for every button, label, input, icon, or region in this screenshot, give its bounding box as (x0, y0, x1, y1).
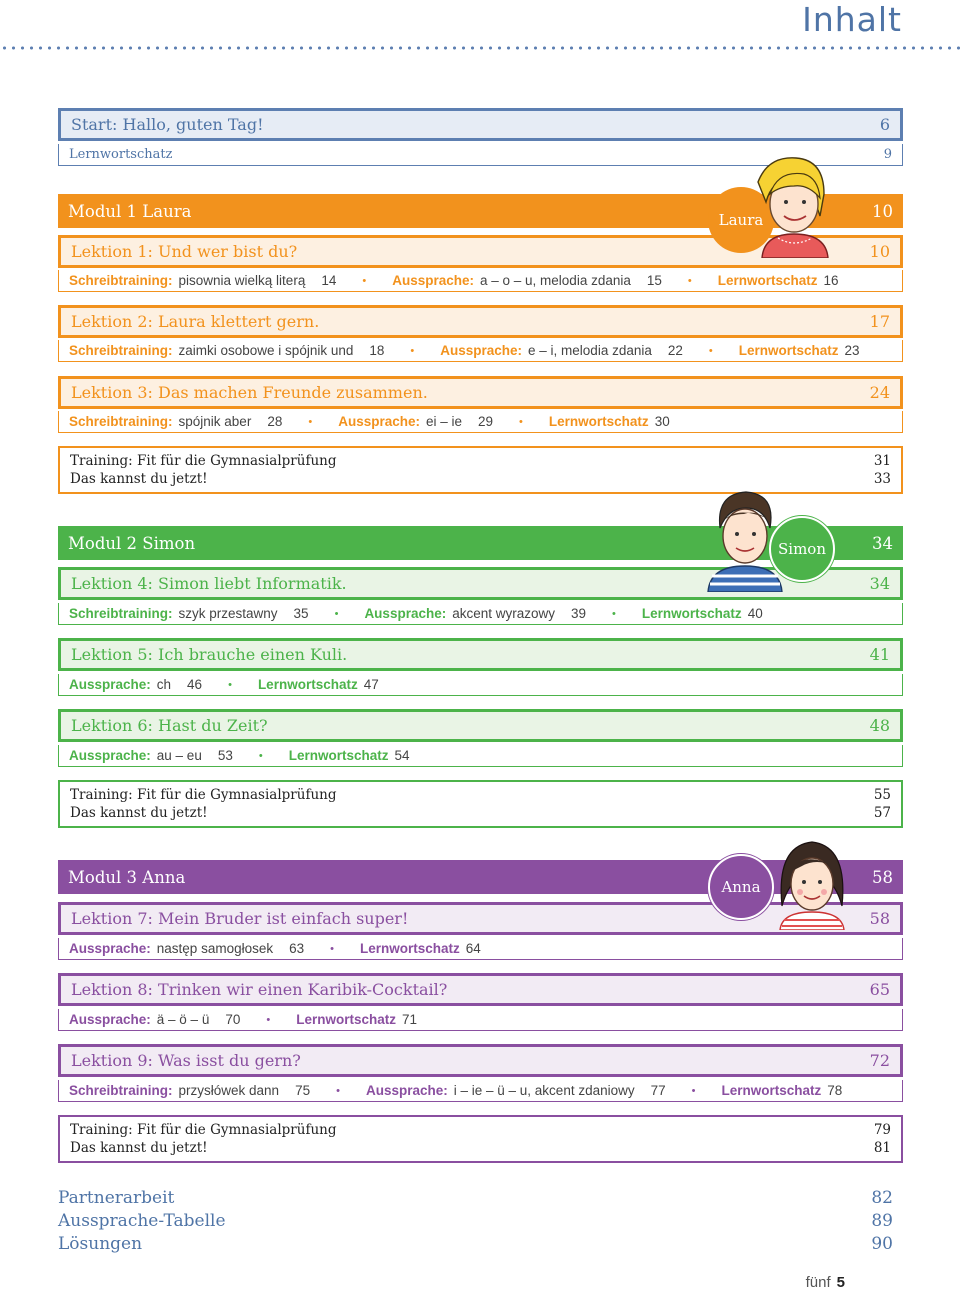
subtopic-page: 15 (646, 273, 662, 288)
subtopic-label: Lernwortschatz (721, 1083, 822, 1098)
lesson-subtopics-row (58, 340, 903, 362)
anna-badge-label: Anna (721, 878, 761, 896)
subtopic-label: Lernwortschatz (738, 343, 839, 358)
subtopic-item[interactable] (69, 677, 202, 692)
subtopic-page: 70 (225, 1012, 241, 1027)
subtopic-item[interactable] (722, 1083, 843, 1098)
subtopic-item[interactable] (360, 941, 481, 956)
subtopic-text: ch (156, 677, 172, 692)
lesson-title: Lektion 7: Mein Bruder ist einfach super! (71, 909, 409, 928)
subtopic-label: Schreibtraining: (69, 414, 173, 429)
lesson-page: 48 (869, 716, 890, 735)
bullet-separator: • (330, 942, 334, 955)
lesson-subtopics-row (58, 938, 903, 960)
subtopic-label: Lernwortschatz (288, 748, 389, 763)
subtopic-label: Lernwortschatz (360, 941, 460, 956)
training-page: 57 (873, 805, 891, 821)
start-vocabulary-label: Lernwortschatz (69, 147, 173, 162)
subtopic-page: 22 (667, 343, 683, 358)
lesson-heading[interactable] (58, 638, 903, 671)
subtopic-label: Lernwortschatz (296, 1012, 396, 1027)
subtopic-item[interactable] (392, 273, 662, 288)
subtopic-item[interactable] (69, 1012, 240, 1027)
training-row[interactable] (70, 786, 891, 804)
page-title: Inhalt (802, 0, 902, 39)
subtopic-label: Lernwortschatz (641, 606, 742, 621)
bullet-separator: • (410, 344, 415, 357)
training-row[interactable] (70, 452, 891, 470)
subtopic-label: Lernwortschatz (717, 273, 818, 288)
simon-badge-label: Simon (778, 540, 826, 558)
subtopic-label: Aussprache: (69, 1012, 151, 1027)
bullet-separator: • (266, 1013, 271, 1026)
lesson-heading[interactable] (58, 376, 903, 409)
subtopic-text: e – i, melodia zdania (528, 343, 652, 358)
training-row[interactable] (70, 1139, 891, 1157)
module-page: 34 (872, 533, 893, 553)
subtopic-label: Aussprache: (69, 677, 151, 692)
appendix-item[interactable] (58, 1234, 893, 1254)
training-page: 55 (873, 787, 891, 803)
subtopic-text: pisownia wielką literą (178, 273, 306, 288)
subtopic-label: Lernwortschatz (257, 677, 358, 692)
subtopic-page: 29 (478, 414, 494, 429)
subtopic-item[interactable] (69, 1083, 310, 1098)
appendix-page: 90 (871, 1234, 893, 1254)
anna-badge (708, 854, 774, 920)
training-label: Training: Fit für die Gymnasialprüfung (70, 787, 337, 803)
subtopic-page: 77 (650, 1083, 666, 1098)
training-label: Das kannst du jetzt! (70, 1140, 208, 1156)
training-box (58, 1115, 903, 1163)
bullet-separator: • (362, 274, 367, 287)
module-page: 58 (872, 867, 893, 887)
lesson-subtopics-row (58, 1009, 903, 1031)
appendix-label: Aussprache-Tabelle (58, 1211, 226, 1231)
appendix-item[interactable] (58, 1211, 893, 1231)
subtopic-page: 39 (571, 606, 587, 621)
bullet-separator: • (334, 607, 339, 620)
lesson-subtopics-row (58, 1080, 903, 1102)
subtopic-text: i – ie – ü – u, akcent zdaniowy (453, 1083, 635, 1098)
subtopic-item[interactable] (440, 343, 683, 358)
training-page: 81 (873, 1140, 891, 1156)
subtopic-item[interactable] (69, 273, 336, 288)
subtopic-text: ä – ö – ü (156, 1012, 210, 1027)
training-page: 31 (873, 453, 891, 469)
subtopic-item[interactable] (338, 414, 493, 429)
subtopic-text: akcent wyrazowy (452, 606, 556, 621)
subtopic-item[interactable] (258, 677, 379, 692)
lesson-heading[interactable] (58, 973, 903, 1006)
module-title: Modul 3 Anna (68, 867, 186, 887)
laura-avatar-icon (750, 154, 834, 258)
subtopic-page: 46 (187, 677, 203, 692)
lesson-subtopics-row (58, 745, 903, 767)
lesson-title: Lektion 1: Und wer bist du? (71, 242, 298, 261)
lesson-page: 58 (869, 909, 890, 928)
lesson-heading[interactable] (58, 1044, 903, 1077)
lesson-subtopics-row (58, 603, 903, 625)
lesson-title: Lektion 9: Was isst du gern? (71, 1051, 301, 1070)
module-page: 10 (872, 201, 893, 221)
subtopic-page: 54 (394, 748, 410, 763)
subtopic-item[interactable] (69, 606, 309, 621)
training-page: 79 (873, 1122, 891, 1138)
subtopic-page: 18 (369, 343, 385, 358)
subtopic-page: 40 (747, 606, 763, 621)
lesson-page: 41 (869, 645, 890, 664)
lesson-subtopics-row (58, 674, 903, 696)
subtopic-page: 64 (465, 941, 481, 956)
simon-avatar-icon (704, 488, 786, 592)
subtopic-page: 23 (844, 343, 860, 358)
bullet-separator: • (687, 274, 692, 287)
subtopic-label: Aussprache: (338, 414, 420, 429)
subtopic-page: 63 (289, 941, 305, 956)
subtopic-item[interactable] (69, 343, 384, 358)
training-box (58, 780, 903, 828)
subtopic-label: Aussprache: (365, 1083, 448, 1098)
lesson-page: 72 (869, 1051, 890, 1070)
appendix-page: 89 (871, 1211, 893, 1231)
training-label: Das kannst du jetzt! (70, 471, 208, 487)
lesson-title: Lektion 4: Simon liebt Informatik. (71, 574, 347, 593)
lesson-heading[interactable] (58, 305, 903, 338)
bullet-separator: • (691, 1084, 696, 1097)
subtopic-page: 14 (321, 273, 337, 288)
footer-page-number: 5 (836, 1274, 845, 1291)
page-footer (806, 1274, 845, 1291)
training-row[interactable] (70, 1121, 891, 1139)
subtopic-item[interactable] (296, 1012, 417, 1027)
subtopic-item[interactable] (69, 748, 233, 763)
lesson-page: 10 (869, 242, 890, 261)
subtopic-item[interactable] (718, 273, 839, 288)
training-row[interactable] (70, 470, 891, 488)
bullet-separator: • (258, 749, 263, 762)
subtopic-text: szyk przestawny (178, 606, 278, 621)
subtopic-label: Aussprache: (440, 343, 523, 358)
lesson-title: Lektion 6: Hast du Zeit? (71, 716, 268, 735)
training-box (58, 446, 903, 494)
subtopic-item[interactable] (69, 941, 304, 956)
lesson-title: Lektion 2: Laura klettert gern. (71, 312, 320, 331)
subtopic-text: au – eu (156, 748, 202, 763)
subtopic-label: Schreibtraining: (69, 343, 173, 358)
training-label: Training: Fit für die Gymnasialprüfung (70, 453, 337, 469)
subtopic-item[interactable] (366, 1083, 666, 1098)
start-title: Start: Hallo, guten Tag! (71, 115, 264, 134)
laura-badge-label: Laura (718, 211, 764, 229)
subtopic-text: spójnik aber (178, 414, 252, 429)
module-title: Modul 2 Simon (68, 533, 196, 553)
start-section-heading[interactable] (58, 108, 903, 141)
lesson-page: 24 (869, 383, 890, 402)
subtopic-label: Aussprache: (69, 748, 151, 763)
subtopic-label: Aussprache: (364, 606, 447, 621)
subtopic-page: 47 (363, 677, 379, 692)
footer-word: fünf (805, 1274, 831, 1291)
lesson-subtopics-row (58, 411, 903, 433)
anna-avatar-icon (772, 836, 852, 930)
subtopic-item[interactable] (642, 606, 763, 621)
start-page: 6 (879, 115, 890, 134)
title-dotted-rule (0, 46, 960, 50)
bullet-separator: • (336, 1084, 340, 1097)
appendix-item[interactable] (58, 1188, 893, 1208)
lesson-page: 65 (869, 980, 890, 999)
bullet-separator: • (308, 415, 313, 428)
bullet-separator: • (708, 344, 713, 357)
subtopic-item[interactable] (69, 414, 282, 429)
subtopic-text: ei – ie (425, 414, 463, 429)
subtopic-page: 53 (217, 748, 233, 763)
subtopic-label: Schreibtraining: (69, 606, 173, 621)
lesson-subtopics-row (58, 270, 903, 292)
bullet-separator: • (228, 678, 232, 691)
training-label: Das kannst du jetzt! (70, 805, 208, 821)
subtopic-label: Aussprache: (392, 273, 474, 288)
subtopic-text: następ samogłosek (156, 941, 274, 956)
appendix-label: Lösungen (58, 1234, 143, 1254)
subtopic-text: zaimki osobowe i spójnik und (178, 343, 354, 358)
subtopic-label: Schreibtraining: (69, 273, 173, 288)
subtopic-page: 75 (295, 1083, 311, 1098)
subtopic-item[interactable] (549, 414, 670, 429)
training-row[interactable] (70, 804, 891, 822)
subtopic-item[interactable] (739, 343, 860, 358)
lesson-title: Lektion 3: Das machen Freunde zusammen. (71, 383, 428, 402)
subtopic-page: 78 (827, 1083, 843, 1098)
start-vocabulary-page: 9 (883, 147, 892, 162)
subtopic-item[interactable] (364, 606, 586, 621)
subtopic-text: przysłówek dann (178, 1083, 280, 1098)
lesson-title: Lektion 8: Trinken wir einen Karibik-Cocktail? (71, 980, 448, 999)
subtopic-page: 71 (402, 1012, 418, 1027)
subtopic-text: a – o – u, melodia zdania (480, 273, 631, 288)
subtopic-label: Lernwortschatz (548, 414, 649, 429)
appendix-page: 82 (871, 1188, 893, 1208)
training-page: 33 (873, 471, 891, 487)
lesson-page: 34 (869, 574, 890, 593)
subtopic-label: Aussprache: (69, 941, 151, 956)
bullet-separator: • (519, 415, 523, 428)
lesson-title: Lektion 5: Ich brauche einen Kuli. (71, 645, 348, 664)
bullet-separator: • (612, 607, 616, 620)
lesson-page: 17 (869, 312, 890, 331)
training-label: Training: Fit für die Gymnasialprüfung (70, 1122, 337, 1138)
subtopic-page: 16 (823, 273, 839, 288)
appendix-label: Partnerarbeit (58, 1188, 175, 1208)
module-title: Modul 1 Laura (68, 201, 192, 221)
lesson-heading[interactable] (58, 709, 903, 742)
subtopic-page: 35 (293, 606, 309, 621)
subtopic-page: 30 (654, 414, 670, 429)
subtopic-item[interactable] (289, 748, 410, 763)
subtopic-page: 28 (267, 414, 283, 429)
subtopic-label: Schreibtraining: (69, 1083, 173, 1098)
